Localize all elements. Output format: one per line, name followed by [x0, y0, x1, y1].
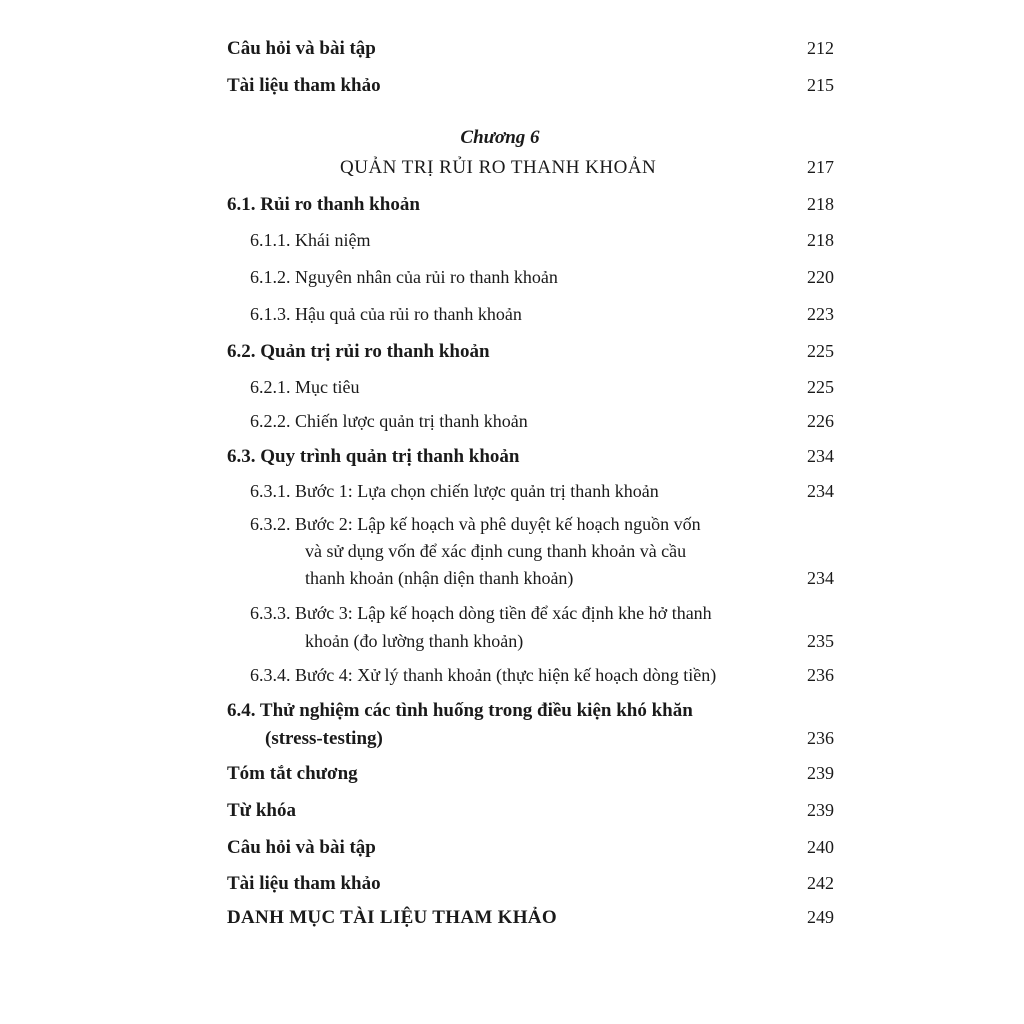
- toc-entry-6-1: [0, 194, 1024, 224]
- toc-page-number: 234: [807, 568, 834, 588]
- toc-entry-label: Tài liệu tham khảo: [227, 75, 381, 96]
- toc-entry-6-3-1: [0, 481, 1024, 511]
- toc-entry-6-3-3-cont: [0, 631, 1024, 661]
- toc-entry-label: 6.3.1. Bước 1: Lựa chọn chiến lược quản trị thanh khoản: [250, 481, 659, 501]
- toc-page-number: 225: [807, 341, 834, 361]
- toc-entry-label: Câu hỏi và bài tập: [227, 837, 376, 858]
- toc-entry-label: 6.2. Quản trị rủi ro thanh khoản: [227, 341, 490, 362]
- toc-entry-prev-questions: [0, 38, 1024, 68]
- toc-entry-6-1-1: [0, 230, 1024, 260]
- toc-entry-label-line-2: khoản (đo lường thanh khoản): [305, 631, 524, 651]
- toc-page-number: 235: [807, 631, 834, 651]
- toc-page-number: 225: [807, 377, 834, 397]
- chapter-label: Chương 6: [460, 127, 540, 148]
- toc-entry-label: 6.2.1. Mục tiêu: [250, 377, 360, 397]
- toc-page-number: 239: [807, 800, 834, 820]
- toc-entry-label-line-2: (stress-testing): [265, 728, 383, 749]
- toc-page-number: 212: [807, 38, 834, 58]
- toc-entry-bibliography: [0, 907, 1024, 937]
- toc-page-number: 220: [807, 267, 834, 287]
- toc-page-number: 234: [807, 481, 834, 501]
- toc-entry-6-2: [0, 341, 1024, 371]
- toc-entry-6-3: [0, 446, 1024, 476]
- toc-entry-label: 6.2.2. Chiến lược quản trị thanh khoản: [250, 411, 528, 431]
- toc-page-number: 236: [807, 665, 834, 685]
- toc-entry-label: 6.3.4. Bước 4: Xử lý thanh khoản (thực hiện kế hoạch dòng tiền): [250, 665, 717, 685]
- toc-entry-label: Từ khóa: [227, 800, 296, 821]
- toc-entry-label: Tài liệu tham khảo: [227, 873, 381, 894]
- toc-page-number: 242: [807, 873, 834, 893]
- toc-entry-label-line-1: 6.3.3. Bước 3: Lập kế hoạch dòng tiền để xác định khe hở thanh: [250, 603, 712, 623]
- toc-page-number: 226: [807, 411, 834, 431]
- toc-page-number: 249: [807, 907, 834, 927]
- toc-entry-label: 6.1.3. Hậu quả của rủi ro thanh khoản: [250, 304, 522, 324]
- toc-entry-label: 6.1. Rủi ro thanh khoản: [227, 194, 420, 215]
- toc-page-number: 236: [807, 728, 834, 748]
- toc-entry-6-4-cont: [0, 728, 1024, 758]
- toc-entry-label: Tóm tắt chương: [227, 763, 358, 784]
- toc-entry-6-3-2-cont2: [0, 568, 1024, 598]
- toc-entry-prev-references: [0, 75, 1024, 105]
- toc-page-number: 215: [807, 75, 834, 95]
- toc-entry-label: 6.3. Quy trình quản trị thanh khoản: [227, 446, 520, 467]
- toc-entry-6-4: [0, 700, 1024, 730]
- toc-entry-label-line-1: 6.4. Thử nghiệm các tình huống trong điều kiện khó khăn: [227, 700, 693, 721]
- toc-page-number: 239: [807, 763, 834, 783]
- toc-entry-6-3-2-cont: [0, 541, 1024, 571]
- toc-entry-label-line-2: và sử dụng vốn để xác định cung thanh khoản và cầu: [305, 541, 687, 561]
- chapter-title: QUẢN TRỊ RỦI RO THANH KHOẢN: [340, 157, 657, 178]
- toc-entry-6-3-2: [0, 514, 1024, 544]
- toc-entry-chapter-title: [0, 157, 1024, 187]
- toc-entry-6-2-2: [0, 411, 1024, 441]
- toc-entry-label: 6.1.2. Nguyên nhân của rủi ro thanh khoản: [250, 267, 558, 287]
- toc-entry-label: 6.1.1. Khái niệm: [250, 230, 371, 250]
- toc-page-number: 223: [807, 304, 834, 324]
- toc-entry-6-2-1: [0, 377, 1024, 407]
- toc-entry-6-3-3: [0, 603, 1024, 633]
- toc-page-number: 217: [807, 157, 834, 177]
- toc-entry-questions: [0, 837, 1024, 867]
- toc-entry-6-3-4: [0, 665, 1024, 695]
- toc-entry-label-line-1: 6.3.2. Bước 2: Lập kế hoạch và phê duyệt kế hoạch nguồn vốn: [250, 514, 701, 534]
- toc-entry-6-1-2: [0, 267, 1024, 297]
- toc-page-number: 218: [807, 194, 834, 214]
- toc-page-number: 240: [807, 837, 834, 857]
- toc-entry-6-1-3: [0, 304, 1024, 334]
- toc-entry-summary: [0, 763, 1024, 793]
- toc-entry-label-line-3: thanh khoản (nhận diện thanh khoản): [305, 568, 574, 588]
- toc-page-number: 218: [807, 230, 834, 250]
- toc-page-number: 234: [807, 446, 834, 466]
- toc-entry-keywords: [0, 800, 1024, 830]
- toc-entry-references: [0, 873, 1024, 903]
- toc-entry-label: DANH MỤC TÀI LIỆU THAM KHẢO: [227, 907, 557, 928]
- toc-entry-label: Câu hỏi và bài tập: [227, 38, 376, 59]
